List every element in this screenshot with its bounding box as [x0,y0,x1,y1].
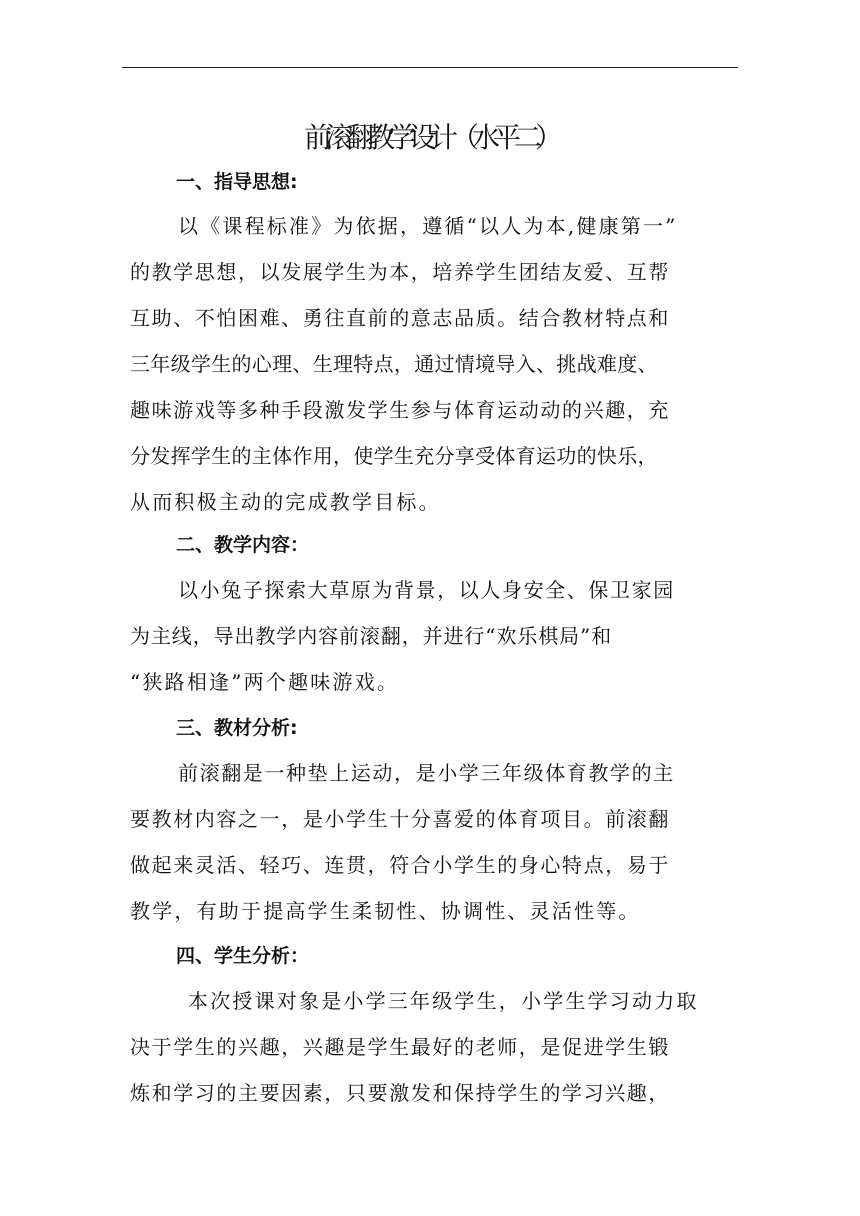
paragraph-line: 决于学生的兴趣，兴趣是学生最好的老师，是促进学生锻 [130,1035,670,1059]
paragraph-line: 三年级学生的心理、生理特点，通过情境导入、挑战难度、 [130,352,658,376]
section-heading-guiding-thought: 一、指导思想: [176,171,298,193]
paragraph-line: 做起来灵活、轻巧、连贯，符合小学生的身心特点，易于 [130,853,670,877]
paragraph-line: 趣味游戏等多种手段激发学生参与体育运动动的兴趣，充 [130,398,670,422]
section-heading-teaching-content: 二、教学内容： [176,534,310,556]
paragraph-line: 以《课程标准》为依据，遵循“以人为本,健康第一” [178,214,678,238]
paragraph-line: 从而积极主动的完成教学目标。 [130,490,441,514]
paragraph-line: 要教材内容之一，是小学生十分喜爱的体育项目。前滚翻 [130,807,670,831]
paragraph-line: “狭路相逢”两个趣味游戏。 [130,670,400,694]
paragraph-line: 的教学思想，以发展学生为本，培养学生团结友爱、互帮 [130,260,670,284]
paragraph-line: 本次授课对象是小学三年级学生，小学生学习动力取 [188,989,699,1013]
document-title: 前滚翻教学设计（水平二） [303,121,556,154]
paragraph-line: 炼和学习的主要因素，只要激发和保持学生的学习兴趣， [130,1081,670,1105]
paragraph-line: 教学，有助于提高学生柔韧性、协调性、灵活性等。 [130,899,641,923]
paragraph-line: 前滚翻是一种垫上运动，是小学三年级体育教学的主 [178,761,675,785]
header-rule [122,67,738,68]
section-heading-student-analysis: 四、学生分析： [176,945,310,967]
paragraph-line: 分发挥学生的主体作用，使学生充分享受体育运功的快乐， [130,444,658,468]
section-heading-material-analysis: 三、教材分析: [176,717,298,739]
paragraph-line: 以小兔子探索大草原为背景，以人身安全、保卫家园 [178,578,675,602]
paragraph-line: 互助、不怕困难、勇往直前的意志品质。结合教材特点和 [130,306,670,330]
paragraph-line: 为主线，导出教学内容前滚翻，并进行“欢乐棋局”和 [130,624,613,648]
